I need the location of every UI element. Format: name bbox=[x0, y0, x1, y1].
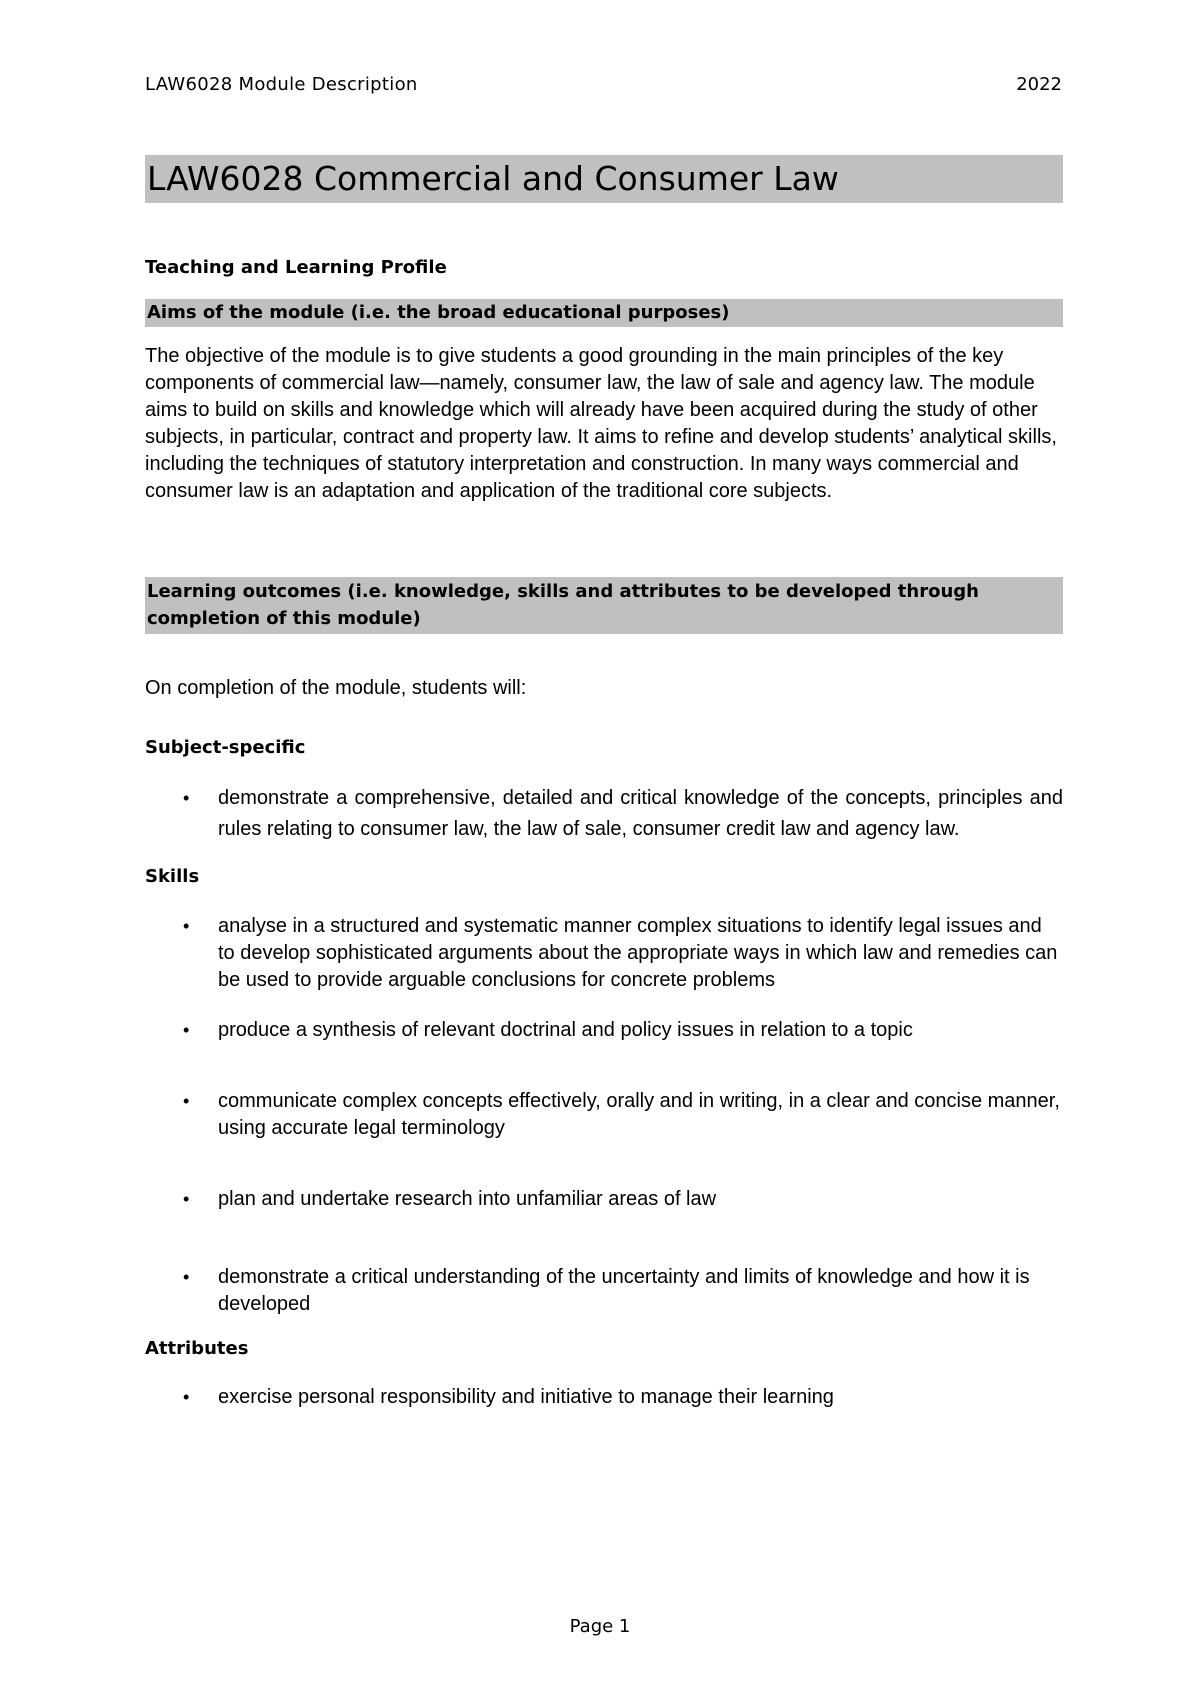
list-item bbox=[145, 1017, 1063, 1044]
header-year: 2022 bbox=[1016, 74, 1062, 95]
learning-outcomes-heading: Learning outcomes (i.e. knowledge, skills and attributes to be developed through completion of this module) bbox=[145, 577, 1063, 634]
page-title: LAW6028 Commercial and Consumer Law bbox=[145, 155, 1063, 203]
list-item-text: demonstrate a critical understanding of the uncertainty and limits of knowledge and how it is developed bbox=[218, 1266, 1030, 1315]
aims-paragraph: The objective of the module is to give students a good grounding in the main principles of the key components of commercial law—namely, consumer law, the law of sale and agency law. The module aims to build on skills and knowledge which will already have been acquired during the study of other subjects, in particular, contract and property law. It aims to refine and develop students’ analytical skills, including the techniques of statutory interpretation and construction. In many ways commercial and consumer law is an adaptation and application of the traditional core subjects. bbox=[145, 345, 1057, 502]
list-item-text: communicate complex concepts effectively, orally and in writing, in a clear and concise manner, using accurate legal terminology bbox=[218, 1090, 1060, 1139]
header-module-description: LAW6028 Module Description bbox=[145, 74, 418, 95]
bullet-icon: • bbox=[183, 916, 190, 936]
bullet-icon: • bbox=[183, 1387, 190, 1407]
attributes-list bbox=[145, 1384, 1063, 1411]
list-item bbox=[145, 913, 1063, 994]
bullet-icon: • bbox=[183, 1091, 190, 1111]
list-item-text: exercise personal responsibility and initiative to manage their learning bbox=[218, 1386, 834, 1408]
list-item-text: plan and undertake research into unfamiliar areas of law bbox=[218, 1188, 717, 1210]
document-body bbox=[145, 155, 1063, 1411]
list-item bbox=[145, 1264, 1063, 1318]
bullet-icon: • bbox=[183, 1020, 190, 1040]
skills-heading: Skills bbox=[145, 866, 200, 887]
subject-specific-heading: Subject-specific bbox=[145, 737, 306, 758]
bullet-icon: • bbox=[183, 788, 190, 808]
list-item-text: analyse in a structured and systematic manner complex situations to identify legal issues and to develop sophisticated arguments about the appropriate ways in which law and remedies can be used to provide arguable conclusions for concrete problems bbox=[218, 915, 1058, 991]
profile-heading: Teaching and Learning Profile bbox=[145, 257, 447, 278]
list-item bbox=[145, 1186, 1063, 1213]
aims-heading: Aims of the module (i.e. the broad educational purposes) bbox=[145, 299, 1063, 327]
list-item bbox=[145, 783, 1063, 845]
page-number: Page 1 bbox=[569, 1616, 631, 1637]
list-item bbox=[145, 1384, 1063, 1411]
attributes-heading: Attributes bbox=[145, 1338, 249, 1359]
outcomes-intro: On completion of the module, students will: bbox=[145, 677, 527, 699]
list-item-text: demonstrate a comprehensive, detailed and critical knowledge of the concepts, principles and rules relating to consumer law, the law of sale, consumer credit law and agency law. bbox=[218, 787, 1063, 840]
bullet-icon: • bbox=[183, 1267, 190, 1287]
list-item bbox=[145, 1088, 1063, 1142]
list-item-text: produce a synthesis of relevant doctrinal and policy issues in relation to a topic bbox=[218, 1019, 913, 1041]
subject-specific-list bbox=[145, 783, 1063, 845]
bullet-icon: • bbox=[183, 1189, 190, 1209]
skills-list bbox=[145, 913, 1063, 1318]
